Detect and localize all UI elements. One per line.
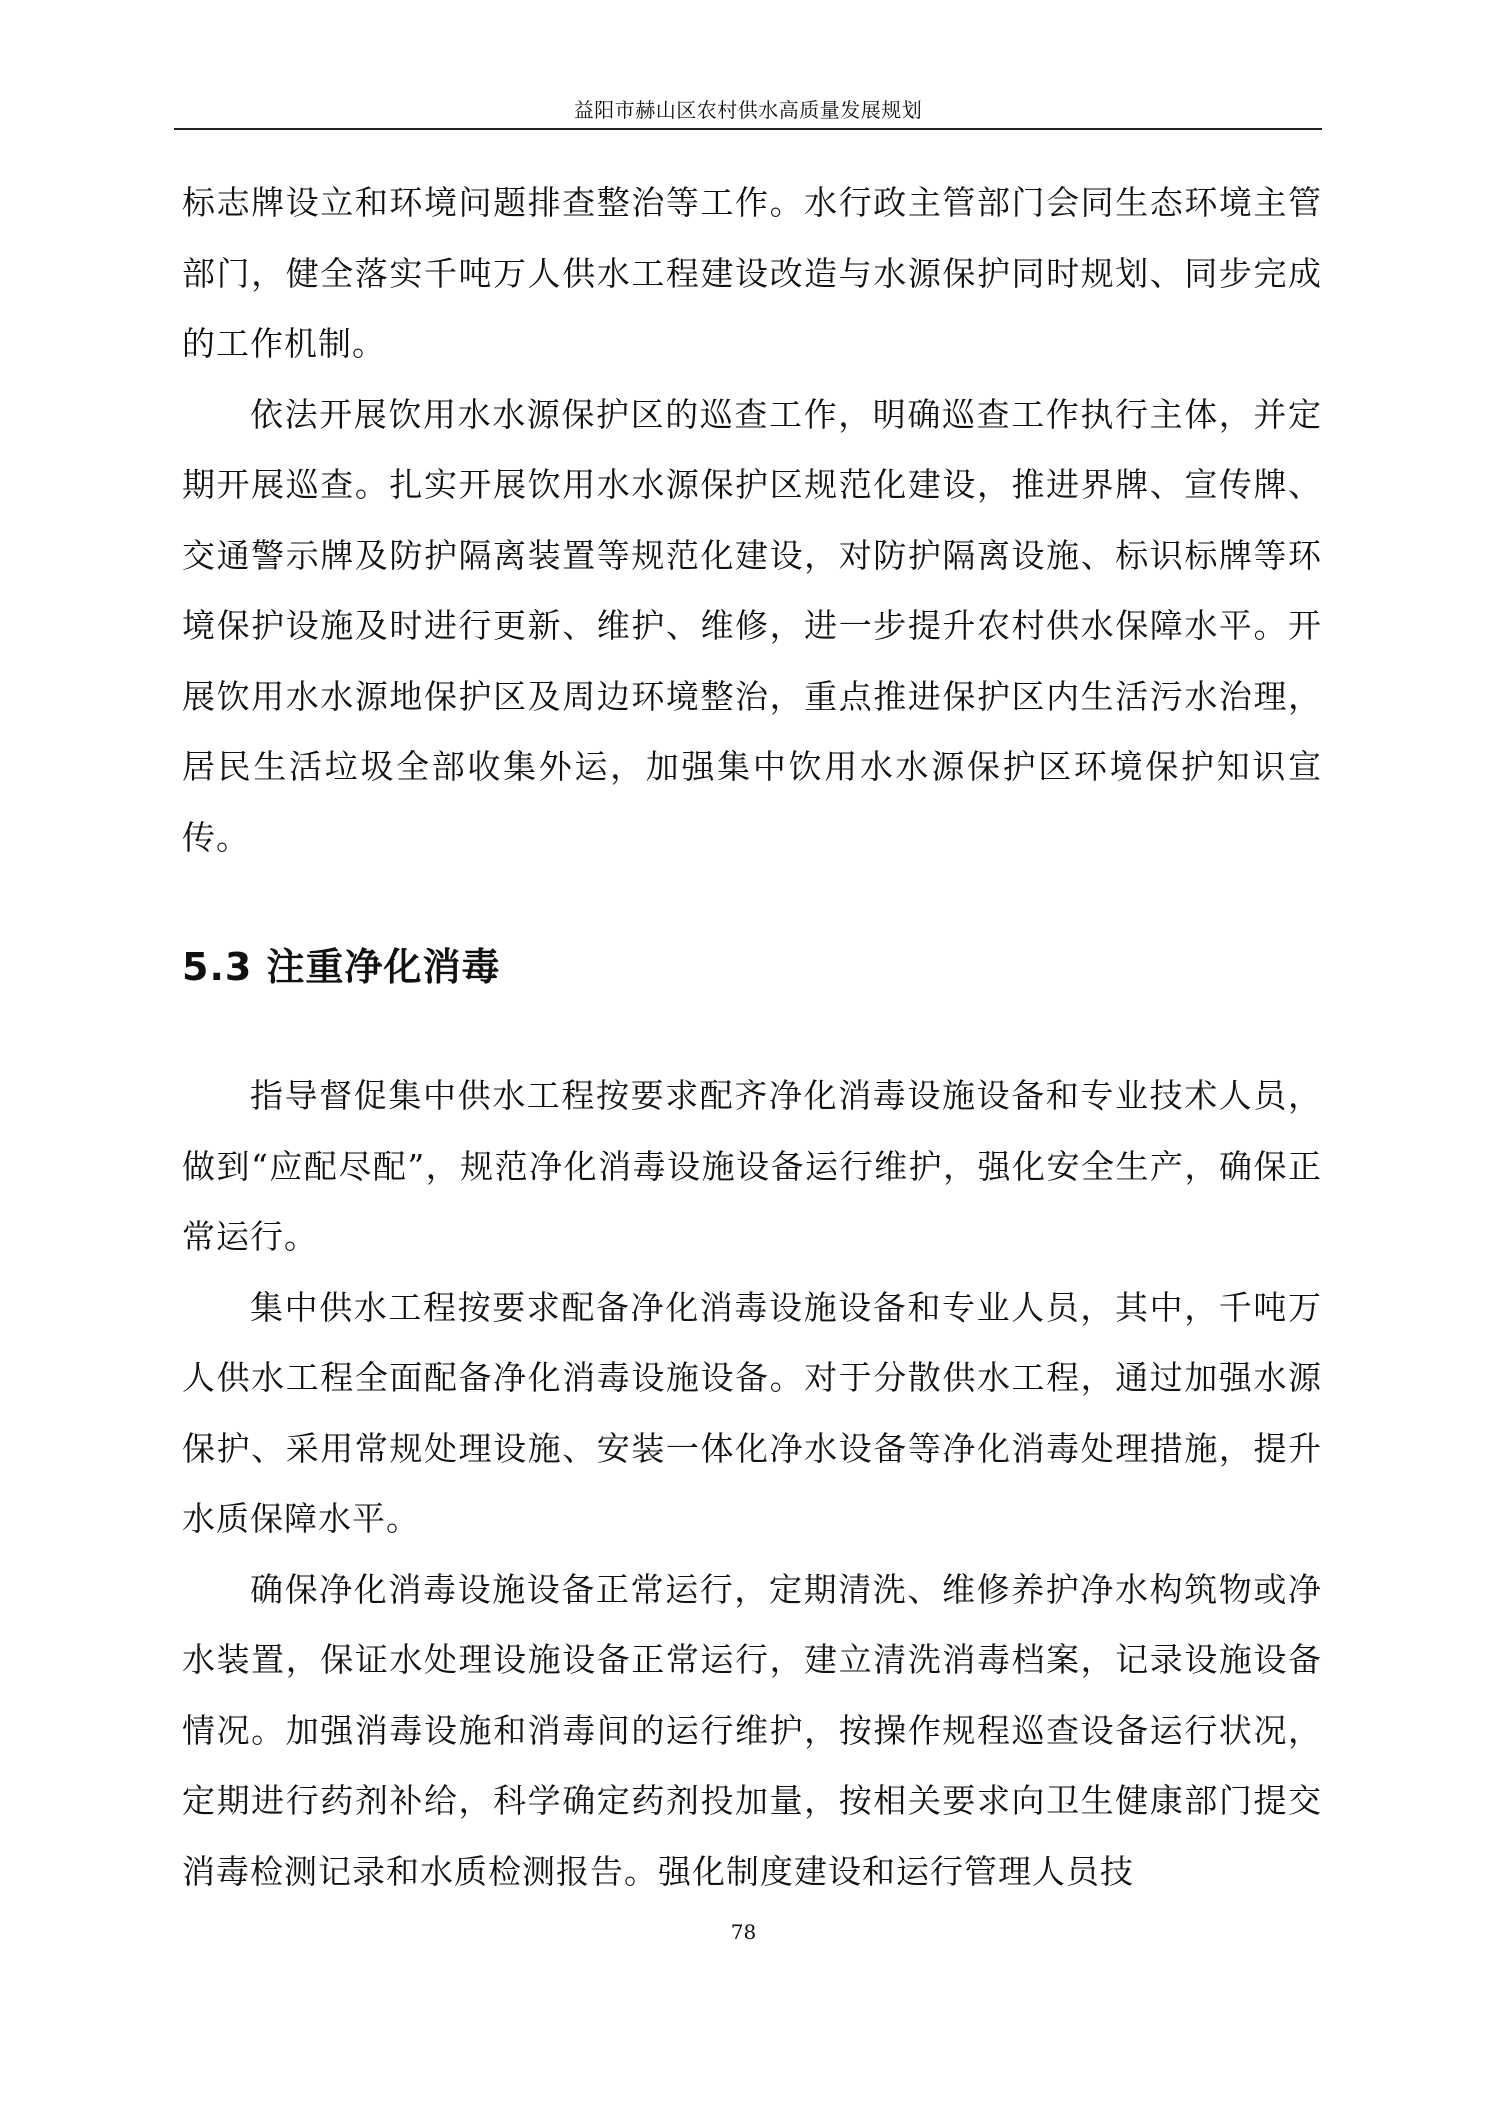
page-header	[174, 88, 1322, 130]
document-body	[182, 168, 1322, 1907]
page-number: 78	[730, 1920, 757, 1944]
header-title: 益阳市赫山区农村供水高质量发展规划	[573, 98, 923, 122]
paragraph-operation: 确保净化消毒设施设备正常运行，定期清洗、维修养护净水构筑物或净水装置，保证水处理设施设备正常运行，建立清洗消毒档案，记录设施设备情况。加强消毒设施和消毒间的运行维护，按操作规程巡查设备运行状况，定期进行药剂补给，科学确定药剂投加量，按相关要求向卫生健康部门提交消毒检测记录和水质检测报告。强化制度建设和运行管理人员技	[182, 1569, 1322, 1891]
paragraph-supervision: 指导督促集中供水工程按要求配齐净化消毒设施设备和专业技术人员，做到“应配尽配”，规范净化消毒设施设备运行维护，强化安全生产，确保正常运行。	[182, 1076, 1322, 1256]
section-heading: 5.3 注重净化消毒	[182, 945, 501, 989]
paragraph-water-source-patrol: 依法开展饮用水水源保护区的巡查工作，明确巡查工作执行主体，并定期开展巡查。扎实开展饮用水水源保护区规范化建设，推进界牌、宣传牌、交通警示牌及防护隔离装置等规范化建设，对防护隔离设施、标识标牌等环境保护设施及时进行更新、维护、维修，进一步提升农村供水保障水平。开展饮用水水源地保护区及周边环境整治，重点推进保护区内生活污水治理，居民生活垃圾全部收集外运，加强集中饮用水水源保护区环境保护知识宣传。	[182, 394, 1322, 857]
paragraph-equipment: 集中供水工程按要求配备净化消毒设施设备和专业人员，其中，千吨万人供水工程全面配备净化消毒设施设备。对于分散供水工程，通过加强水源保护、采用常规处理设施、安装一体化净水设备等净化消毒处理措施，提升水质保障水平。	[182, 1287, 1322, 1538]
paragraph-continued: 标志牌设立和环境问题排查整治等工作。水行政主管部门会同生态环境主管部门，健全落实千吨万人供水工程建设改造与水源保护同时规划、同步完成的工作机制。	[182, 183, 1322, 363]
